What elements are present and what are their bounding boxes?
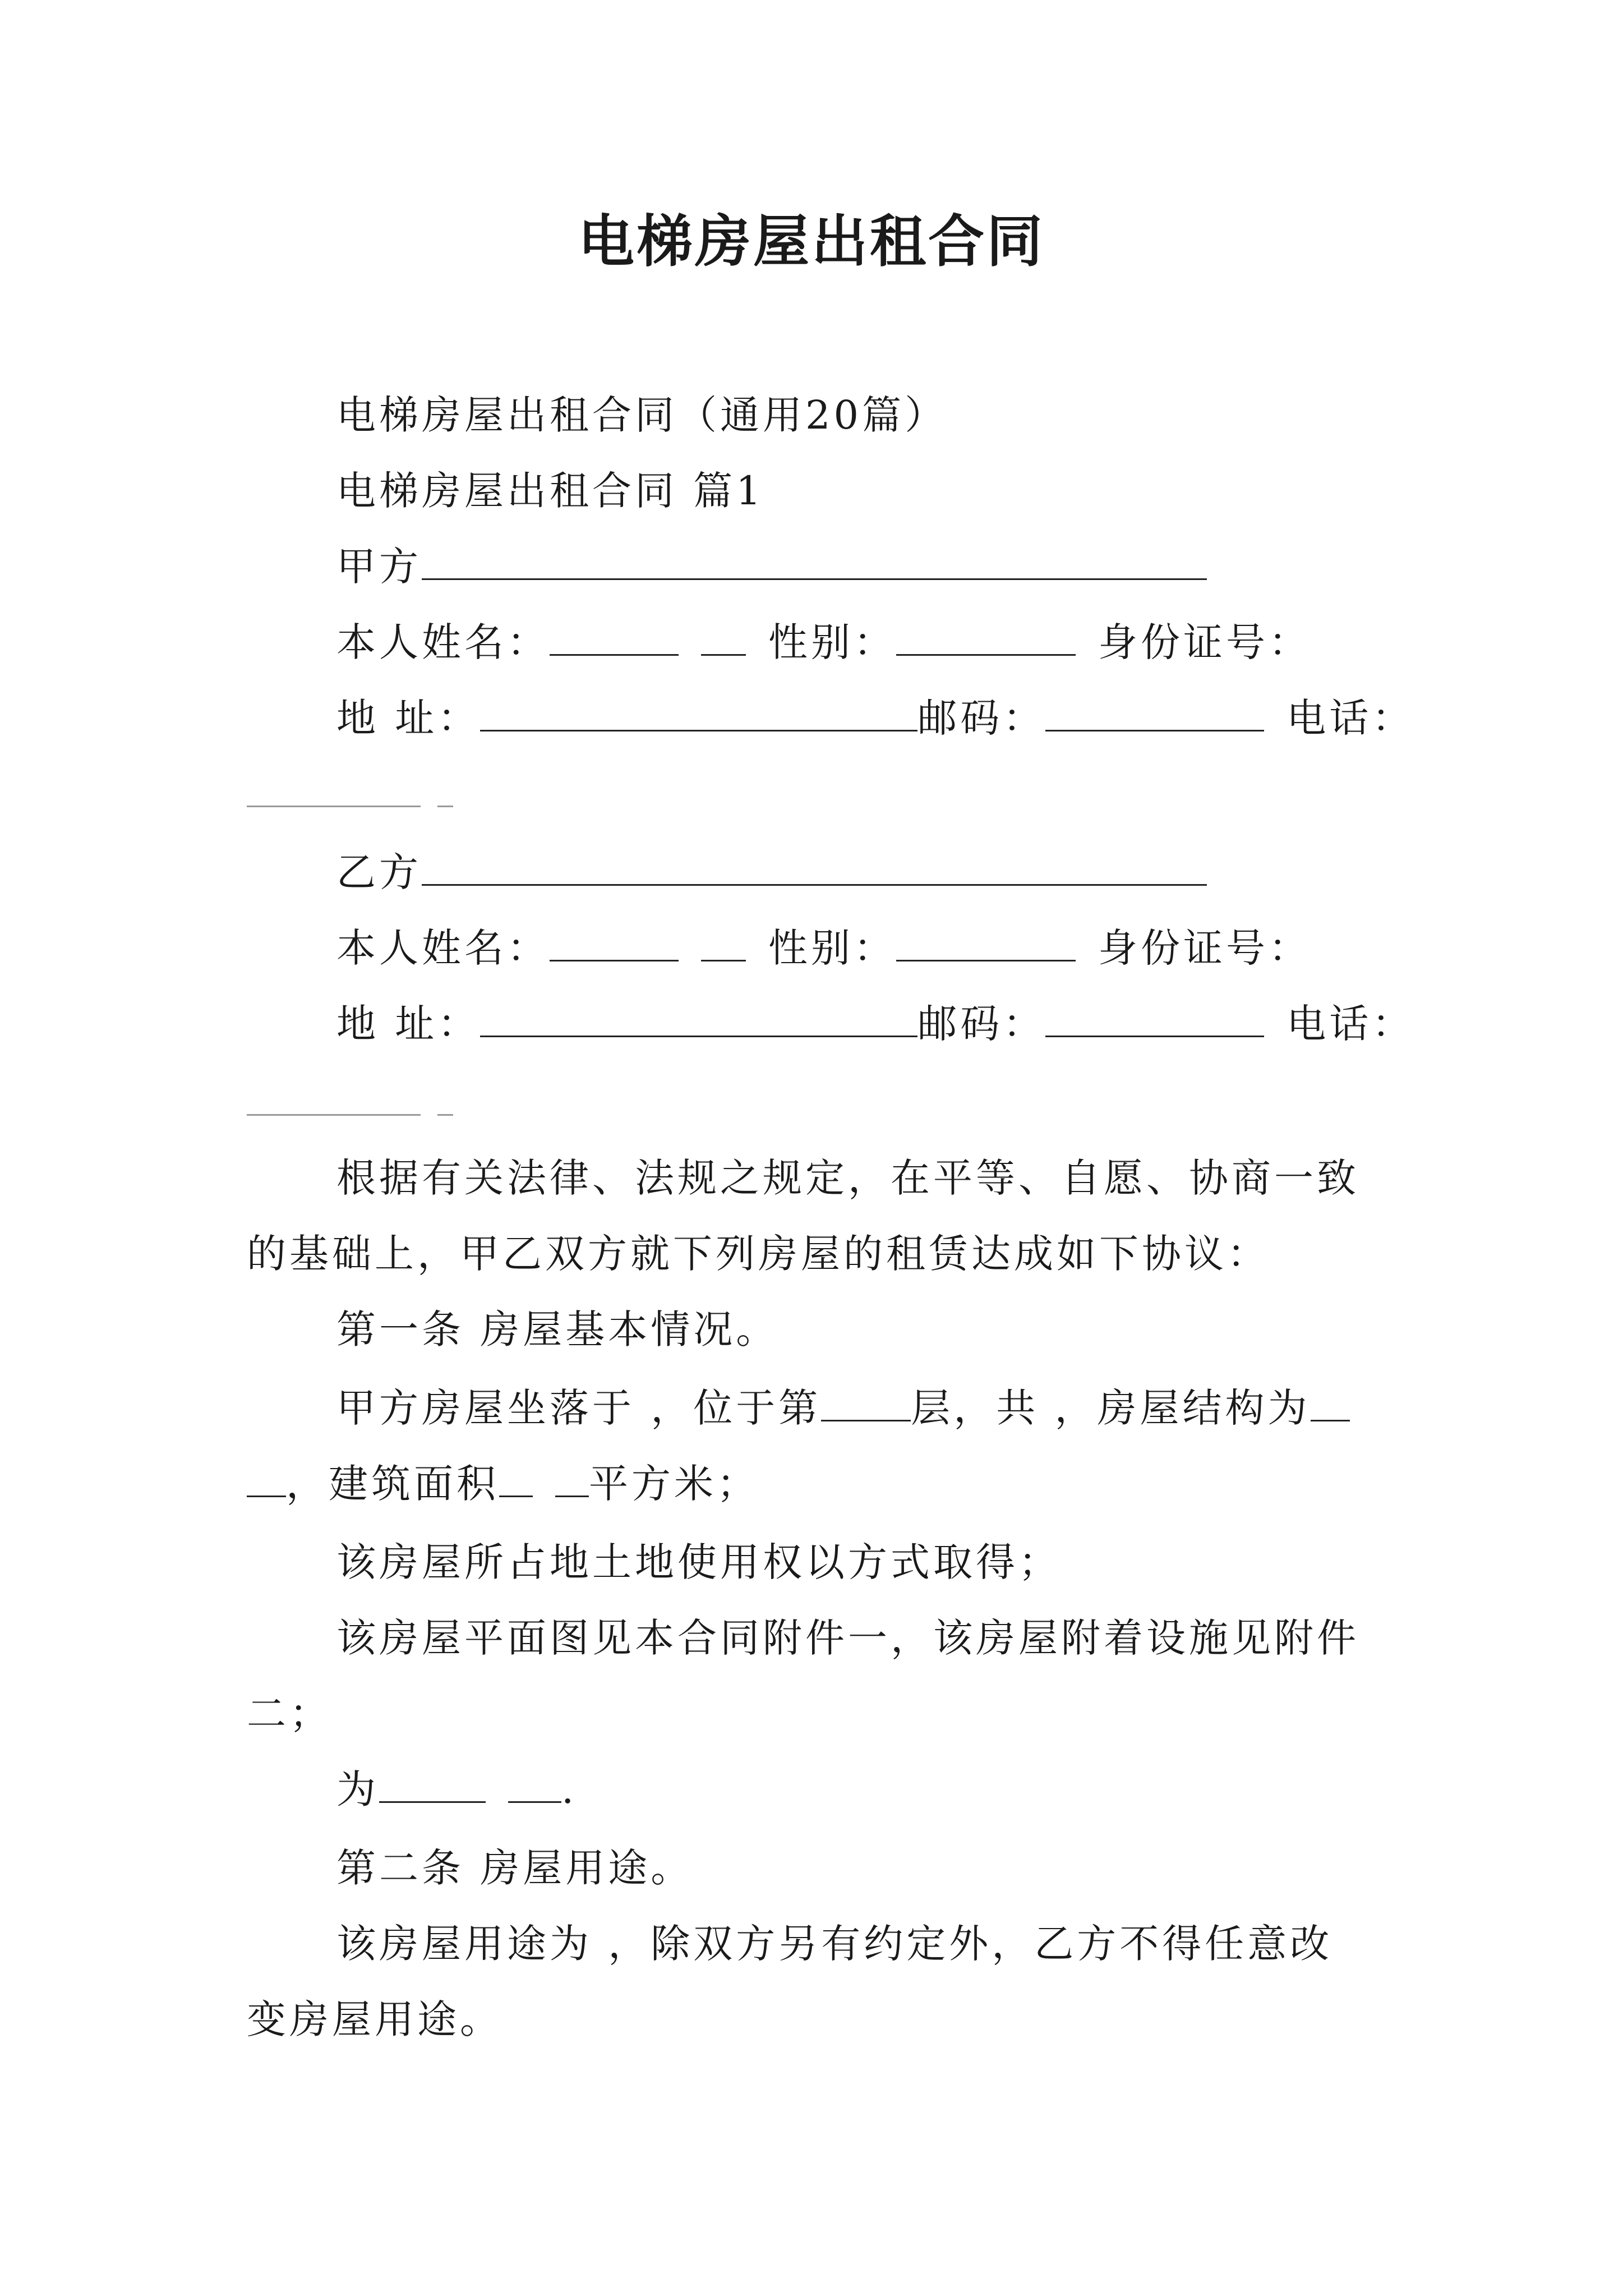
structure-blank[interactable]	[1311, 1381, 1350, 1421]
article-2-para-1-cont: 变房屋用途。	[247, 1996, 502, 2042]
party-a-name-blank[interactable]	[550, 615, 679, 656]
a1-p4-text-2: .	[561, 1766, 578, 1812]
party-b-postcode-blank[interactable]	[1045, 996, 1264, 1037]
article-1-para-3-cont: 二；	[247, 1691, 332, 1737]
party-b-phone-line	[247, 1074, 453, 1130]
article-2-title: 第二条 房屋用途。	[336, 1845, 694, 1891]
article-1-para-4	[336, 1761, 577, 1818]
article-1-para-1	[336, 1380, 1350, 1436]
party-b-line	[336, 844, 1207, 900]
section-heading: 电梯房屋出租合同 篇1	[336, 468, 764, 514]
area-blank[interactable]	[499, 1456, 533, 1497]
article-1-para-3: 该房屋平面图见本合同附件一，该房屋附着设施见附件	[336, 1615, 1359, 1661]
party-b-gender-blank[interactable]	[896, 921, 1076, 961]
party-b-gender-label: 性别：	[768, 925, 896, 971]
party-a-address-blank[interactable]	[480, 691, 917, 731]
document-subtitle: 电梯房屋出租合同（通用20篇）	[336, 392, 948, 438]
party-b-address-label: 地 址：	[336, 1001, 481, 1047]
article-2-para-1: 该房屋用途为 ，除双方另有约定外，乙方不得任意改	[336, 1921, 1333, 1967]
a1-p4-text-1: 为	[336, 1766, 379, 1812]
party-a-phone-blank-2[interactable]	[437, 766, 453, 807]
party-a-identity-line	[336, 614, 1311, 670]
party-b-id-label: 身份证号：	[1098, 925, 1311, 971]
party-b-phone-label: 电话：	[1287, 1001, 1415, 1047]
party-a-id-label: 身份证号：	[1098, 619, 1311, 665]
a1-p1-text-3: ，建筑面积	[286, 1461, 499, 1507]
party-a-phone-line	[247, 766, 453, 822]
party-a-line	[336, 539, 1207, 595]
a1-p1-text-1: 甲方房屋坐落于 ，位于第	[336, 1385, 822, 1431]
party-b-blank[interactable]	[422, 845, 1207, 886]
party-a-gender-blank[interactable]	[896, 615, 1076, 656]
preamble-line-1: 根据有关法律、法规之规定，在平等、自愿、协商一致	[336, 1155, 1359, 1201]
article-1-para-2: 该房屋所占地土地使用权以方式取得；	[336, 1539, 1061, 1585]
article-1-para-1-cont	[247, 1456, 759, 1512]
a1-p1-text-2: 层，共 ，房屋结构为	[911, 1385, 1311, 1431]
party-b-name-blank-2[interactable]	[701, 921, 746, 961]
party-a-name-blank-2[interactable]	[701, 615, 746, 656]
party-b-name-label: 本人姓名：	[336, 925, 550, 971]
party-a-postcode-blank[interactable]	[1045, 691, 1264, 731]
party-a-gender-label: 性别：	[768, 619, 896, 665]
article-1-title: 第一条 房屋基本情况。	[336, 1306, 779, 1352]
area-blank-2[interactable]	[555, 1456, 589, 1497]
floor-blank[interactable]	[821, 1381, 911, 1421]
party-b-phone-blank-2[interactable]	[437, 1075, 453, 1116]
a1-p1-text-4: 平方米；	[589, 1461, 759, 1507]
party-a-label: 甲方	[336, 544, 422, 590]
party-a-address-label: 地 址：	[336, 695, 481, 741]
party-a-name-label: 本人姓名：	[336, 619, 550, 665]
party-b-phone-blank[interactable]	[247, 1075, 421, 1116]
party-b-identity-line	[336, 920, 1311, 976]
party-a-address-line	[336, 690, 1414, 746]
structure-blank-2[interactable]	[247, 1456, 286, 1497]
preamble-line-2: 的基础上，甲乙双方就下列房屋的租赁达成如下协议：	[247, 1231, 1270, 1277]
document-title: 电梯房屋出租合同	[578, 208, 1045, 274]
party-b-address-line	[336, 996, 1414, 1052]
party-a-phone-label: 电话：	[1287, 695, 1415, 741]
party-b-postcode-label: 邮码：	[917, 1001, 1046, 1047]
party-b-address-blank[interactable]	[480, 996, 917, 1037]
party-b-name-blank[interactable]	[550, 921, 679, 961]
party-a-postcode-label: 邮码：	[917, 695, 1046, 741]
a1-p4-blank[interactable]	[379, 1762, 486, 1803]
party-a-phone-blank[interactable]	[247, 766, 421, 807]
a1-p4-blank-2[interactable]	[508, 1762, 561, 1803]
party-a-blank[interactable]	[422, 539, 1207, 580]
party-b-label: 乙方	[336, 849, 422, 895]
